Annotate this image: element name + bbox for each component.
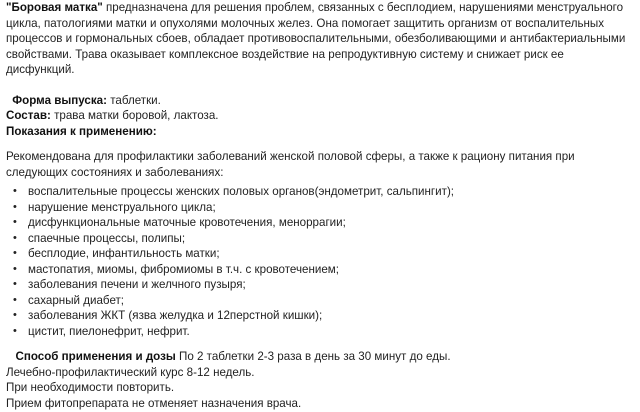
indication-text: мастопатия, миомы, фибромиомы в т.ч. с кровотечением; <box>28 262 339 276</box>
indication-text: цистит, пиелонефрит, нефрит. <box>28 324 190 338</box>
indication-text: нарушение менструального цикла; <box>28 200 216 214</box>
indication-text: воспалительные процессы женских половых органов(эндометрит, сальпингит); <box>28 185 455 198</box>
indication-item <box>13 184 634 200</box>
bullet-icon: • <box>13 278 17 290</box>
bullet-icon: • <box>13 185 17 197</box>
composition-value: трава матки боровой, лактоза. <box>50 109 219 122</box>
usage-repeat: При необходимости повторить. <box>6 381 175 394</box>
indication-text: спаечные процессы, полипы; <box>28 231 186 245</box>
indication-text: сахарный диабет; <box>28 293 125 307</box>
indication-item <box>13 215 634 231</box>
indication-item <box>13 324 634 340</box>
usage-value: По 2 таблетки 2-3 раза в день за 30 минут до еды. <box>175 350 451 363</box>
form-value: таблетки. <box>106 93 161 107</box>
indication-text: заболевания печени и желчного пузыря; <box>28 278 246 291</box>
indication-item <box>13 246 634 262</box>
bullet-icon: • <box>13 262 17 275</box>
form-label: Форма выпуска: <box>12 93 107 107</box>
intro-paragraph <box>6 0 634 78</box>
usage-note: Прием фитопрепарата не отменяет назначения врача. <box>6 396 302 410</box>
indications-list <box>6 184 634 339</box>
bullet-icon: • <box>13 293 17 306</box>
product-name: "Боровая матка" <box>6 1 103 14</box>
indication-item <box>13 293 634 309</box>
bullet-icon: • <box>13 216 17 228</box>
usage-course: Лечебно-профилактический курс 8-12 недель. <box>6 365 255 379</box>
indications-intro: Рекомендована для профилактики заболеваний женской половой сферы, а также к рациону питания при следующих состояниях и заболеваниях: <box>6 150 575 179</box>
indication-text: бесплодие, инфантильность матки; <box>28 247 220 260</box>
usage-line <box>6 349 634 365</box>
bullet-icon: • <box>13 200 17 213</box>
bullet-icon: • <box>13 247 17 259</box>
indication-text: заболевания ЖКТ (язва желудка и 12перстной кишки); <box>28 309 323 322</box>
indication-item <box>13 200 634 216</box>
bullet-icon: • <box>13 324 17 337</box>
intro-text: предназначена для решения проблем, связанных с бесплодием, нарушениями менструального цикла, патологиями матки и опухолями молочных желез. Она помогает защитить организм от воспалительных процессов и гормональных сбоев, обладает противовоспалительными, обезболивающими и антибактериальными свойствами. Трава оказывает комплексное воздействие на репродуктивную систему и снижает риск ее дисфункций. <box>6 1 626 76</box>
indications-heading: Показания к применению: <box>6 124 157 138</box>
bullet-icon: • <box>13 231 17 244</box>
composition-line <box>6 108 634 124</box>
indication-text: дисфункциональные маточные кровотечения, меноррагии; <box>28 216 346 229</box>
indication-item <box>13 231 634 247</box>
indication-item <box>13 262 634 278</box>
indication-item <box>13 277 634 293</box>
composition-label: Состав: <box>6 109 51 122</box>
indication-item <box>13 308 634 324</box>
form-line <box>6 93 634 109</box>
usage-label: Способ применения и дозы <box>15 350 176 363</box>
bullet-icon: • <box>13 309 17 321</box>
